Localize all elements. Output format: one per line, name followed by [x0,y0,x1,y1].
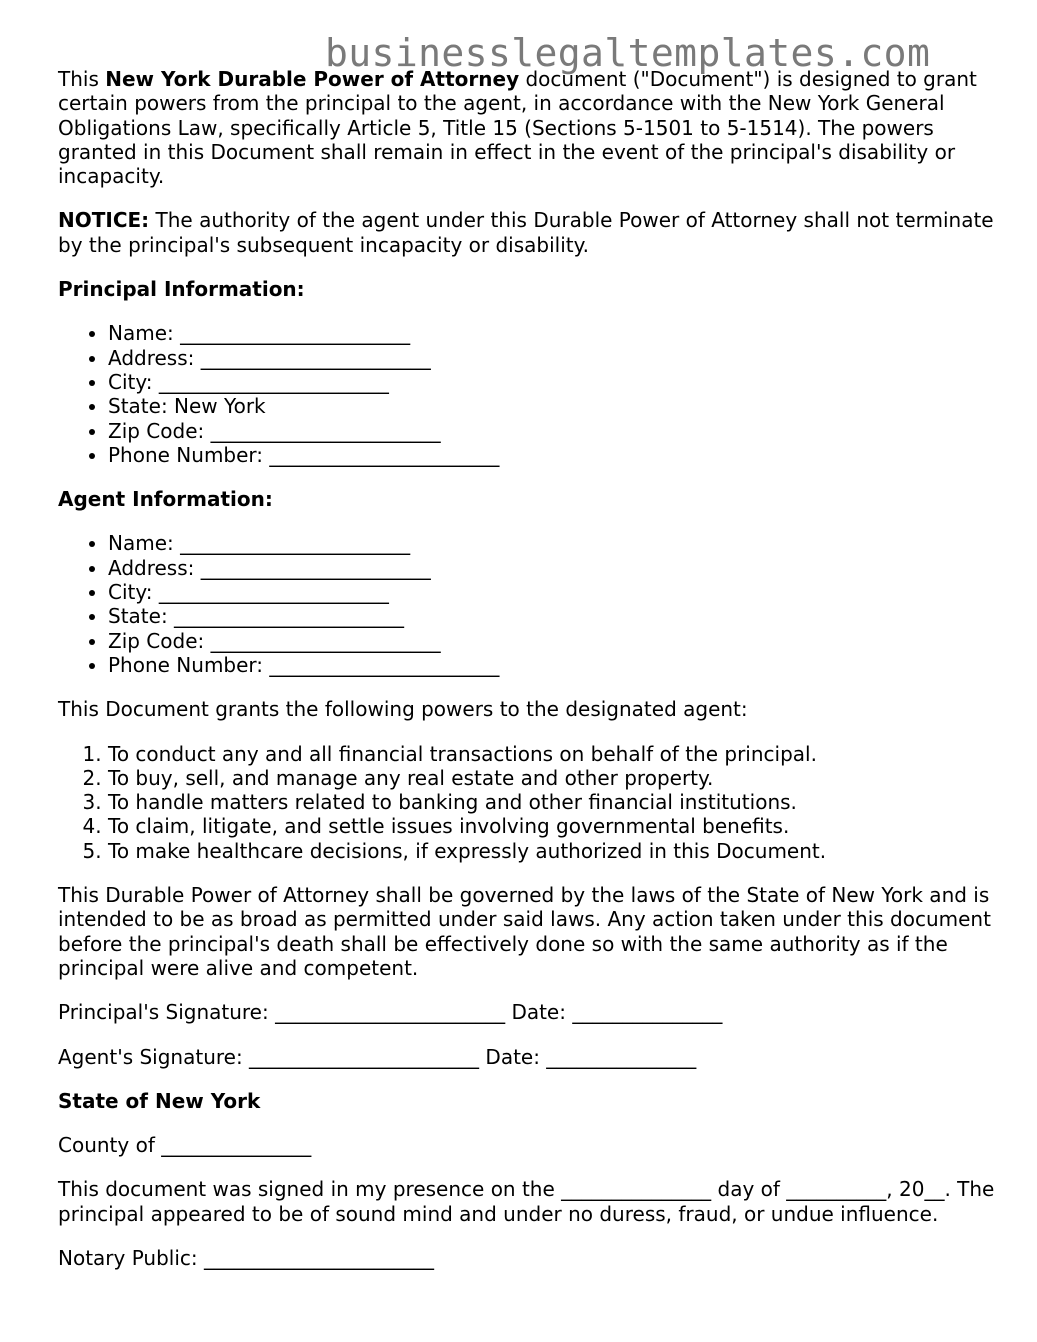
agent-name-field: • Name: _______________________ [108,531,998,555]
intro-text: document ("Document") is designed to grant certain powers from the principal to the agent, in accordance with the New York General Obligations Law, specifically Article 5, Title 15 (Sections 5-1501 to 5-1514). The powers granted in this Document shall remain in effect in the event of the principal's disability or incapacity. [58,67,977,189]
agent-heading: Agent Information: [58,487,273,512]
agent-fields [58,531,998,677]
agent-signature-line: Agent's Signature: _______________________ Date: _______________ [58,1044,697,1069]
notice-paragraph [58,208,998,257]
power-item: 3. To handle matters related to banking and other financial institutions. [108,790,998,814]
principal-name-field: • Name: _______________________ [108,321,998,345]
powers-list [58,742,998,863]
notary-public-line: Notary Public: _______________________ [58,1245,434,1270]
intro-prefix: This [58,67,106,91]
state-heading: State of New York [58,1088,261,1113]
principal-zip-field: • Zip Code: _______________________ [108,419,998,443]
notice-label: NOTICE: [58,208,150,233]
principal-heading: Principal Information: [58,277,305,302]
powers-intro: This Document grants the following powers to the designated agent: [58,697,748,722]
principal-address-field: • Address: _______________________ [108,346,998,370]
power-item: 5. To make healthcare decisions, if expressly authorized in this Document. [108,839,998,863]
notice-text: The authority of the agent under this Durable Power of Attorney shall not terminate by the principal's subsequent incapacity or disability. [58,208,994,257]
principal-phone-field: • Phone Number: _______________________ [108,443,998,467]
principal-city-field: • City: _______________________ [108,370,998,394]
watermark: businesslegaltemplates.com [325,31,931,75]
power-item: 1. To conduct any and all financial transactions on behalf of the principal. [108,742,998,766]
agent-city-field: • City: _______________________ [108,580,998,604]
intro-paragraph [58,67,998,188]
governing-law-paragraph: This Durable Power of Attorney shall be governed by the laws of the State of New York and is intended to be as broad as permitted under said laws. Any action taken under this document before the principal's death shall be effectively done so with the same authority as if the principal were alive and competent. [58,883,991,980]
agent-state-field: • State: _______________________ [108,604,998,628]
principal-signature-line: Principal's Signature: _______________________ Date: _______________ [58,1000,723,1025]
agent-address-field: • Address: _______________________ [108,556,998,580]
principal-fields [58,321,998,467]
county-line: County of _______________ [58,1133,312,1158]
principal-state-field: • State: New York [108,394,998,418]
acknowledgment-paragraph: This document was signed in my presence on the _______________ day of __________, 20__. The principal appeared to be of sound mind and under no duress, fraud, or undue influence. [58,1177,995,1226]
agent-phone-field: • Phone Number: _______________________ [108,653,998,677]
document-title: New York Durable Power of Attorney [105,67,520,91]
agent-zip-field: • Zip Code: _______________________ [108,629,998,653]
power-item: 4. To claim, litigate, and settle issues involving governmental benefits. [108,814,998,838]
document-body [58,67,998,1290]
power-item: 2. To buy, sell, and manage any real estate and other property. [108,766,998,790]
